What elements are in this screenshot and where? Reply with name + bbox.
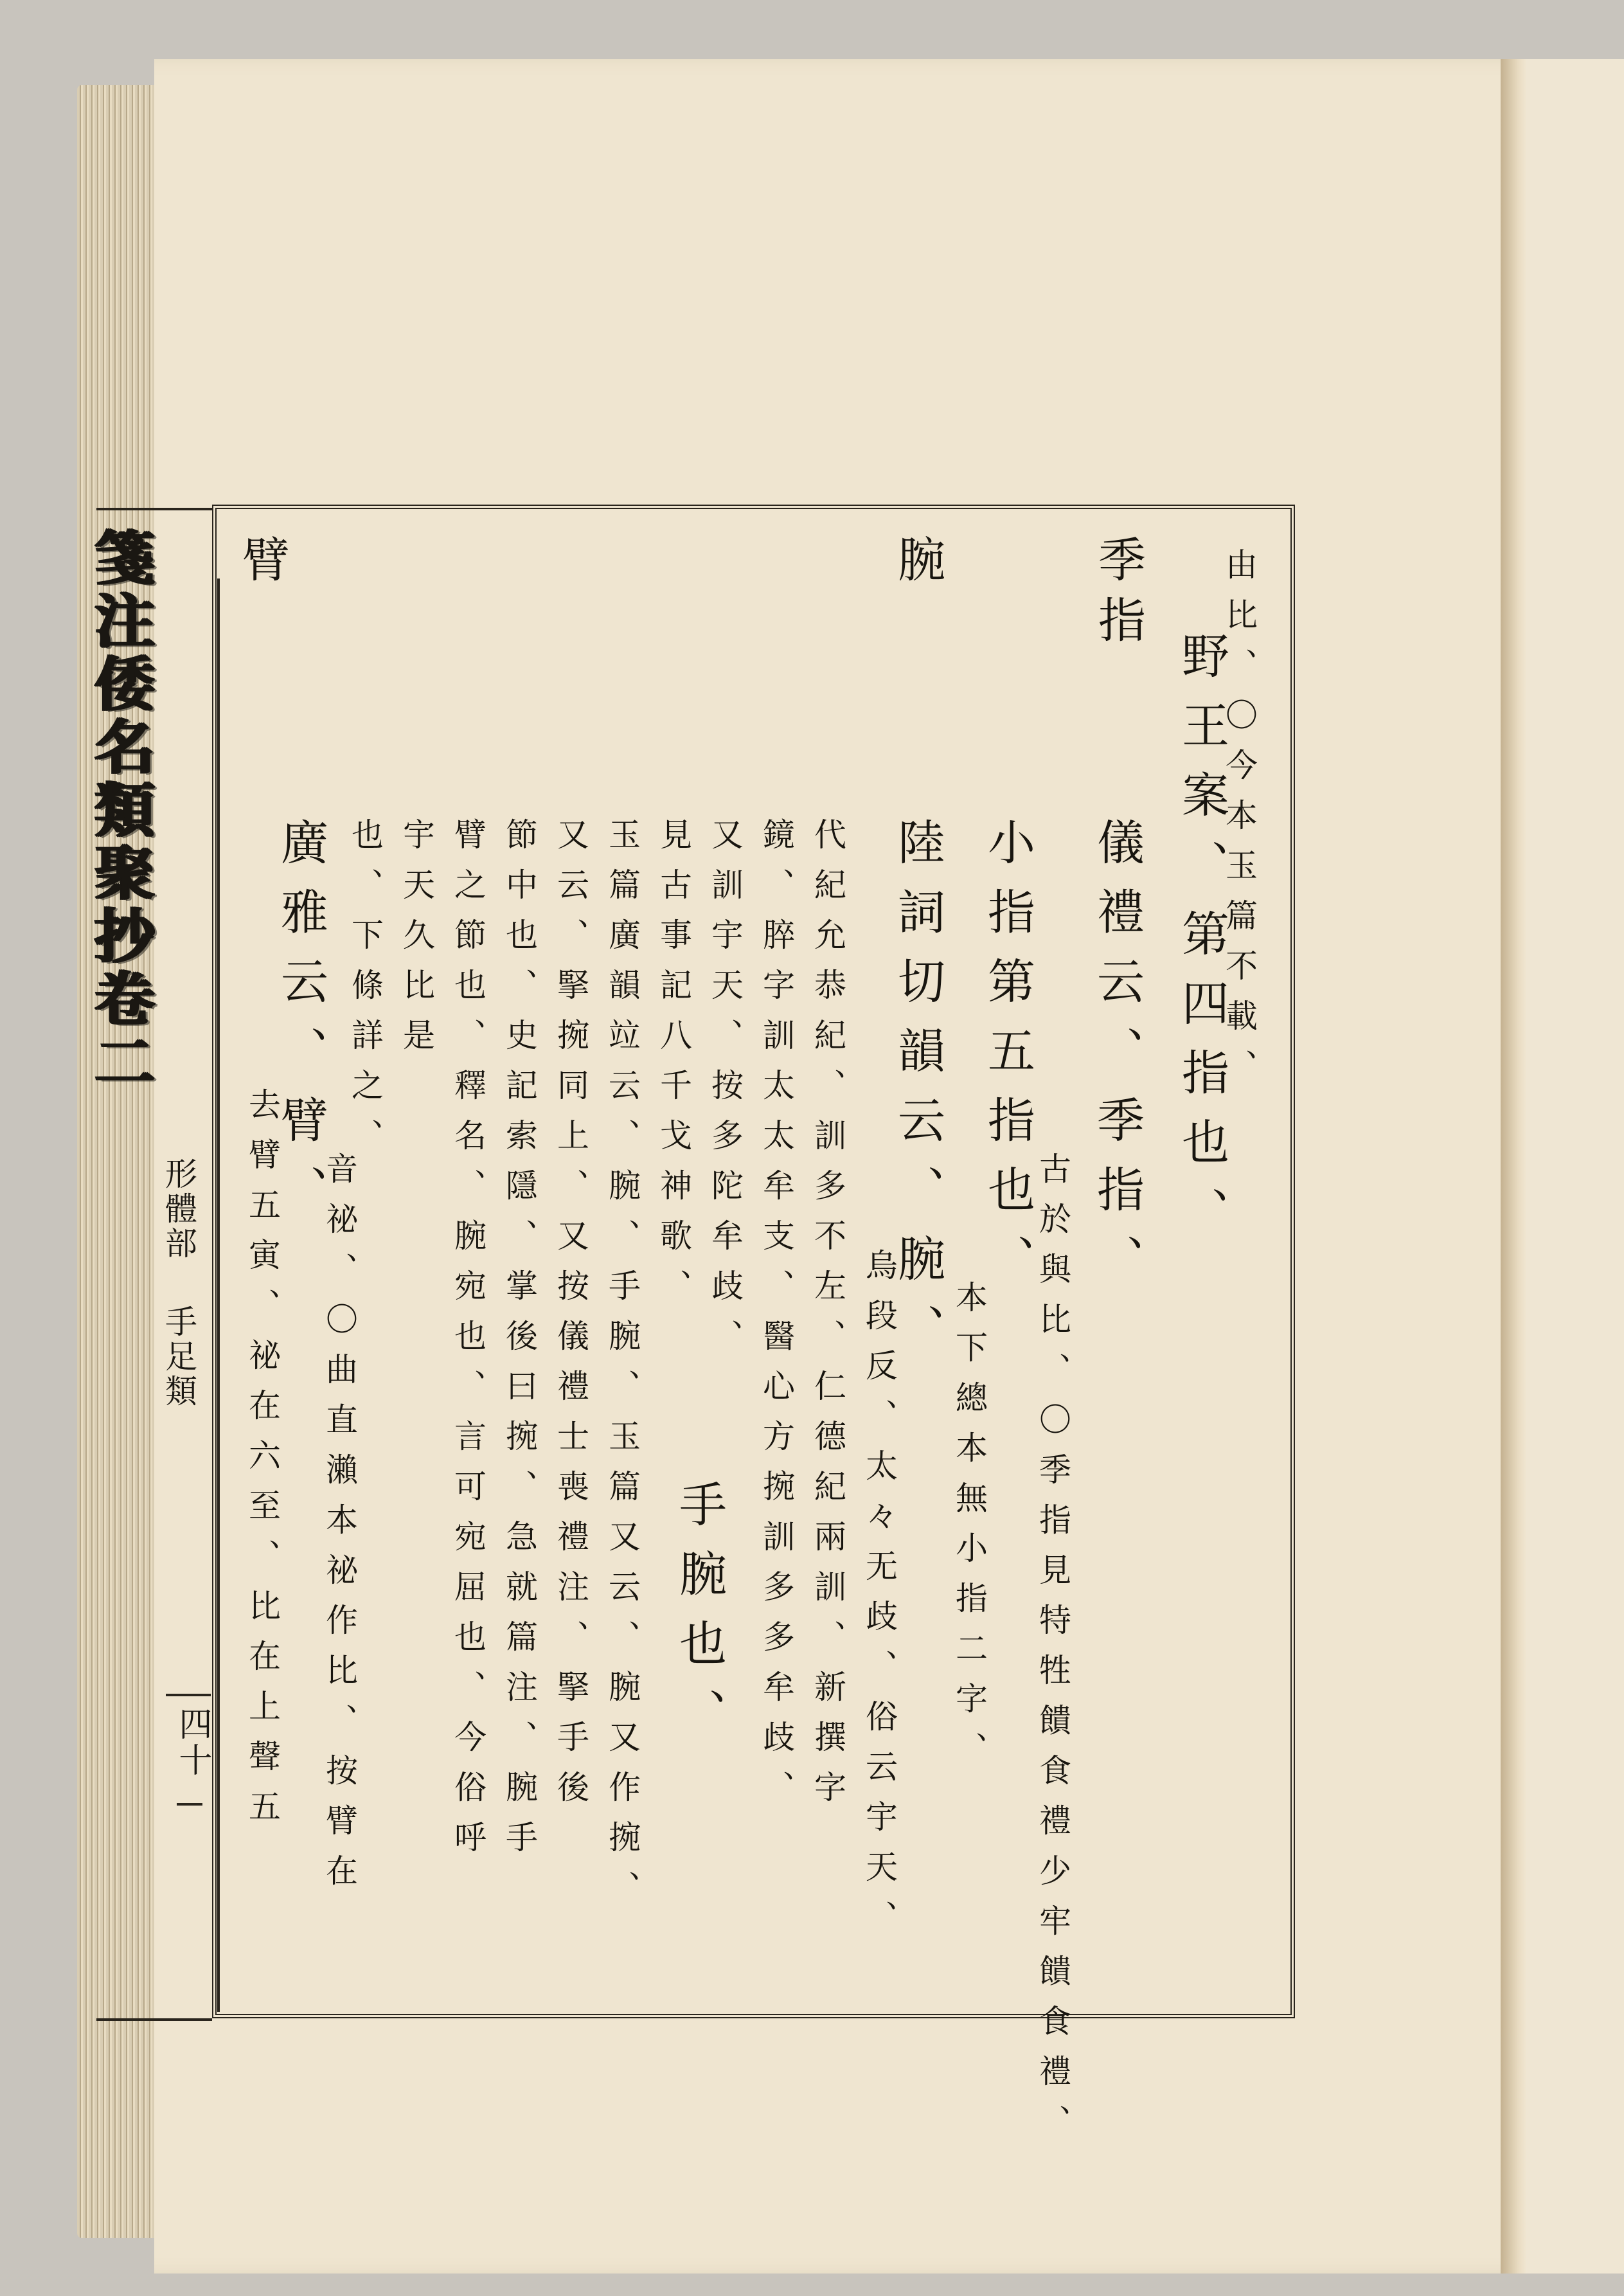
text-column: 烏段反、太々无歧、俗云宇天、 <box>861 1248 898 1950</box>
text-column: 本下總本無小指二字、 <box>950 1280 988 1782</box>
text-column: 野王案、第四指也、 <box>1174 631 1229 1256</box>
text-column: 小指第五指也、 <box>980 818 1035 1304</box>
text-column: 又訓宇天、按多陀牟歧、 <box>706 818 744 1369</box>
text-column: 也、下條詳之、 <box>346 818 384 1169</box>
text-column: 音祕、〇曲直瀨本祕作比、按臂在 <box>321 1152 358 1904</box>
text-column: 鏡、脺字訓太太牟支、醫心方捥訓多多牟歧、 <box>758 818 795 1820</box>
entry-heading: 臂 <box>235 535 290 595</box>
page-number-rule-top <box>166 1694 211 1696</box>
text-column: 宇天久比是 <box>398 818 435 1068</box>
text-column: 玉篇廣韻竝云、腕、手腕、玉篇又云、腕又作捥、 <box>603 818 641 1921</box>
text-column: 去臂五寅、祕在六至、比在上聲五 <box>244 1088 281 1840</box>
text-column: 手腕也、 <box>672 1480 727 1757</box>
entry-heading: 季指 <box>1091 535 1146 656</box>
gutter <box>1501 59 1526 2274</box>
text-frame <box>212 505 1295 2155</box>
text-column: 節中也、史記索隱、掌後曰捥、急就篇注、腕手 <box>501 818 538 1870</box>
text-column: 臂之節也、釋名、腕宛也、言可宛屈也、今俗呼 <box>449 818 486 1870</box>
text-column: 代紀允恭紀、訓多不左、仁德紀兩訓、新撰字 <box>809 818 846 1820</box>
text-column: 又云、掔捥同上、又按儀禮士喪禮注、掔手後 <box>552 818 589 1820</box>
next-page <box>1526 59 1624 2274</box>
frame-bottom-rule <box>96 2018 212 2021</box>
text-column: 古於與比、〇季指見特牲饋食禮少牢饋食禮、 <box>1034 1152 1071 2155</box>
text-column: 廣雅云、臂、 <box>273 818 328 1234</box>
running-title <box>85 527 156 1094</box>
entry-heading: 腕 <box>890 535 945 595</box>
running-title-text: 箋注倭名類聚抄 <box>85 527 155 968</box>
page-edges <box>77 85 164 2238</box>
running-title-volume: 卷二 <box>85 968 155 1094</box>
frame-top-rule <box>96 508 212 510</box>
section-category: 手足類 <box>160 1304 197 1409</box>
text-column: 陸詞切韻云、腕、 <box>890 818 945 1373</box>
text-column: 儀禮云、季指、 <box>1089 818 1145 1304</box>
page-number: 四十 <box>173 1707 211 1779</box>
text-column: 由比、〇今本玉篇不載、 <box>1220 548 1258 1099</box>
section-part: 形體部 <box>160 1157 197 1261</box>
page-number-rule-bottom <box>177 1803 202 1806</box>
section-label <box>159 1157 198 1440</box>
text-column: 見古事記八千戈神歌、 <box>655 818 692 1319</box>
